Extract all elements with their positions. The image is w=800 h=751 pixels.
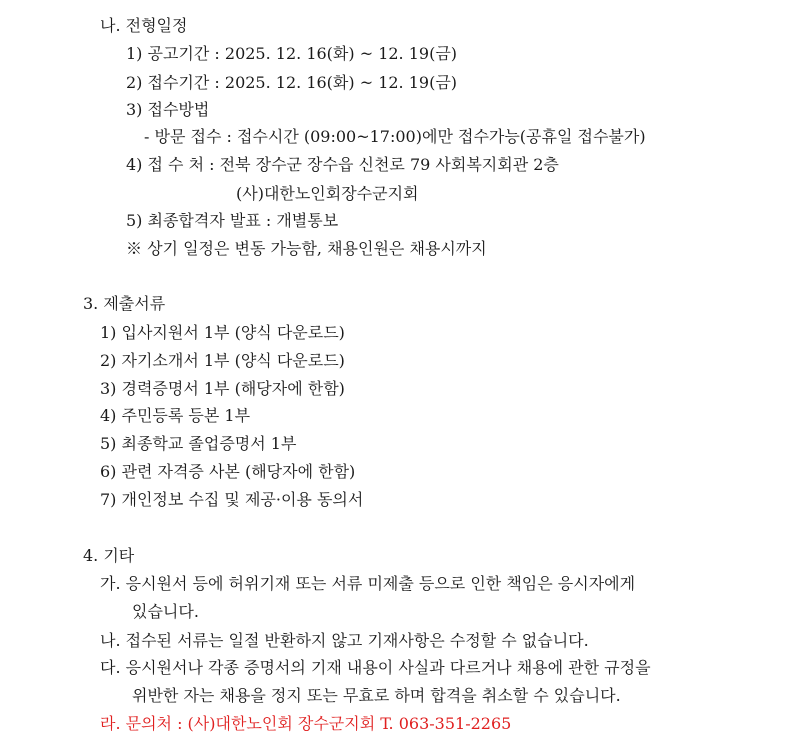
section-na-heading: 나. 전형일정: [100, 16, 188, 35]
misc-item-ga-line1: 가. 응시원서 등에 허위기재 또는 서류 미제출 등으로 인한 책임은 응시자에게: [100, 574, 636, 593]
document-item: 4) 주민등록 등본 1부: [100, 406, 251, 425]
document-item: 7) 개인정보 수집 및 제공·이용 동의서: [100, 490, 364, 509]
schedule-item-place: 4) 접 수 처 : 전북 장수군 장수읍 신천로 79 사회복지회관 2층: [126, 155, 559, 174]
section4-heading: 4. 기타: [83, 546, 135, 565]
schedule-note: ※ 상기 일정은 변동 가능함, 채용인원은 채용시까지: [126, 239, 487, 258]
document-item: 1) 입사지원서 1부 (양식 다운로드): [100, 323, 345, 342]
contact-info: 라. 문의처 : (사)대한노인회 장수군지회 T. 063-351-2265: [100, 714, 512, 733]
schedule-item-reception: 2) 접수기간 : 2025. 12. 16(화) ~ 12. 19(금): [126, 73, 458, 92]
document-item: 5) 최종학교 졸업증명서 1부: [100, 434, 297, 453]
schedule-item-announcement-result: 5) 최종합격자 발표 : 개별통보: [126, 211, 339, 230]
schedule-item-place-org: (사)대한노인회장수군지회: [236, 184, 419, 203]
misc-item-da-line1: 다. 응시원서나 각종 증명서의 기재 내용이 사실과 다르거나 채용에 관한 규정을: [100, 658, 651, 677]
schedule-item-method: 3) 접수방법: [126, 100, 210, 119]
misc-item-da-line2: 위반한 자는 채용을 정지 또는 무효로 하며 합격을 취소할 수 있습니다.: [132, 686, 621, 705]
misc-item-na: 나. 접수된 서류는 일절 반환하지 않고 기재사항은 수정할 수 없습니다.: [100, 631, 589, 650]
section3-heading: 3. 제출서류: [83, 294, 166, 313]
schedule-item-method-detail: - 방문 접수 : 접수시간 (09:00~17:00)에만 접수가능(공휴일 접수불가): [144, 127, 646, 146]
schedule-item-announcement: 1) 공고기간 : 2025. 12. 16(화) ~ 12. 19(금): [126, 44, 458, 63]
misc-item-ga-line2: 있습니다.: [132, 602, 199, 621]
document-item: 3) 경력증명서 1부 (해당자에 한함): [100, 379, 345, 398]
document-item: 2) 자기소개서 1부 (양식 다운로드): [100, 351, 345, 370]
document-item: 6) 관련 자격증 사본 (해당자에 한함): [100, 462, 356, 481]
